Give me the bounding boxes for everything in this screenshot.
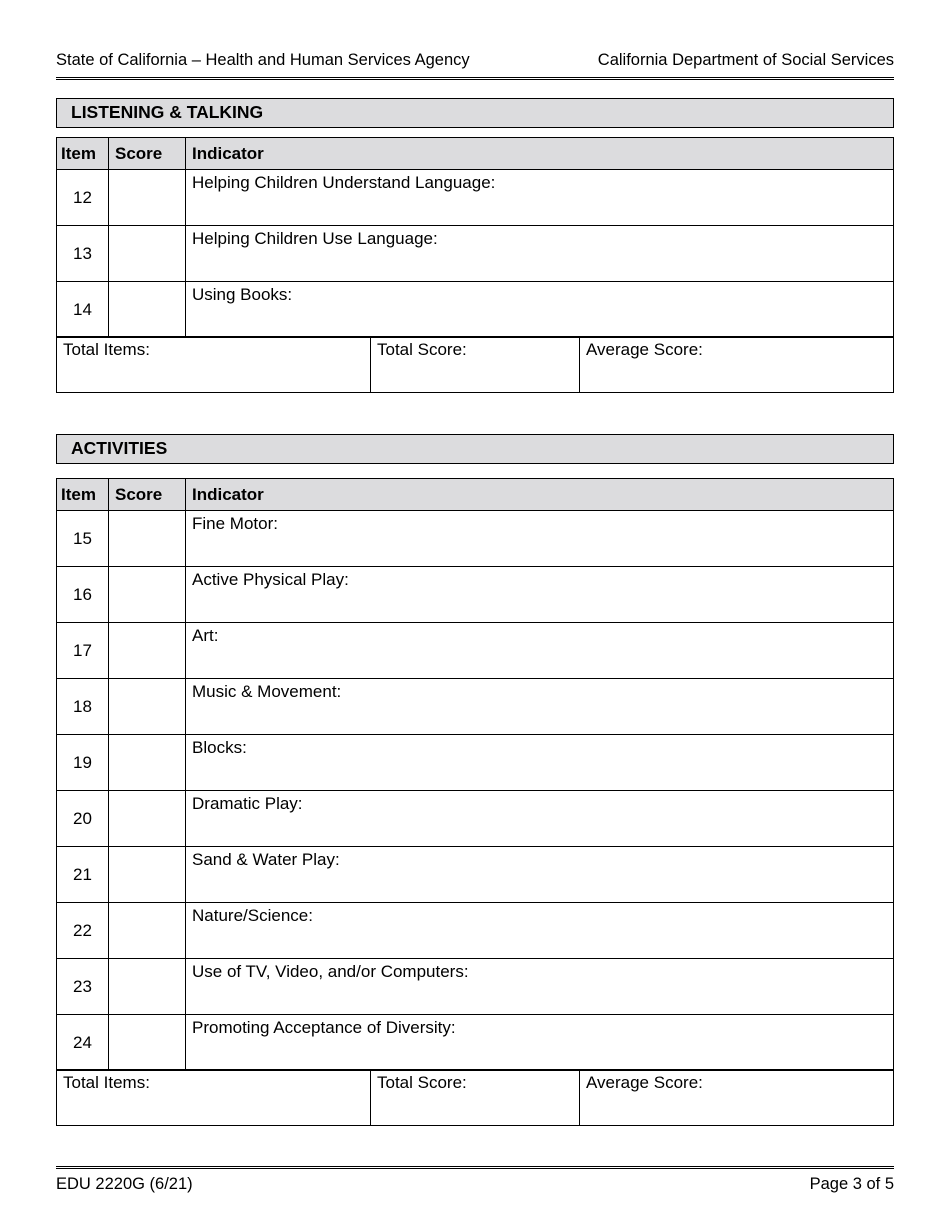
item-number: 14 [57, 282, 109, 338]
col-indicator: Indicator [186, 138, 894, 170]
score-cell[interactable] [109, 511, 186, 567]
score-cell[interactable] [109, 226, 186, 282]
item-number: 18 [57, 679, 109, 735]
page-number: Page 3 of 5 [809, 1175, 894, 1193]
indicator-cell[interactable]: Dramatic Play: [186, 791, 894, 847]
table-row [57, 567, 894, 623]
average-score-field[interactable]: Average Score: [580, 1070, 894, 1126]
score-cell[interactable] [109, 1015, 186, 1071]
indicator-cell[interactable]: Sand & Water Play: [186, 847, 894, 903]
listening-talking-totals [56, 336, 894, 393]
total-score-field[interactable]: Total Score: [371, 1070, 580, 1126]
indicator-cell[interactable]: Active Physical Play: [186, 567, 894, 623]
item-number: 22 [57, 903, 109, 959]
table-header-row [57, 138, 894, 170]
col-indicator: Indicator [186, 479, 894, 511]
score-cell[interactable] [109, 567, 186, 623]
item-number: 24 [57, 1015, 109, 1071]
total-items-field[interactable]: Total Items: [57, 337, 371, 393]
col-score: Score [109, 138, 186, 170]
score-cell[interactable] [109, 282, 186, 338]
indicator-cell[interactable]: Helping Children Understand Language: [186, 170, 894, 226]
activities-table [56, 478, 894, 1071]
indicator-cell[interactable]: Promoting Acceptance of Diversity: [186, 1015, 894, 1071]
indicator-cell[interactable]: Helping Children Use Language: [186, 226, 894, 282]
indicator-cell[interactable]: Using Books: [186, 282, 894, 338]
table-row [57, 511, 894, 567]
totals-row [57, 1070, 894, 1126]
score-cell[interactable] [109, 903, 186, 959]
total-score-field[interactable]: Total Score: [371, 337, 580, 393]
score-cell[interactable] [109, 959, 186, 1015]
page-footer [56, 1175, 894, 1194]
page-header [56, 51, 894, 70]
item-number: 13 [57, 226, 109, 282]
table-row [57, 226, 894, 282]
item-number: 23 [57, 959, 109, 1015]
item-number: 12 [57, 170, 109, 226]
department-name: California Department of Social Services [597, 51, 894, 69]
table-row [57, 282, 894, 338]
col-item: Item [57, 479, 109, 511]
item-number: 17 [57, 623, 109, 679]
table-row [57, 847, 894, 903]
item-number: 19 [57, 735, 109, 791]
table-row [57, 170, 894, 226]
form-id: EDU 2220G (6/21) [56, 1175, 193, 1193]
table-row [57, 679, 894, 735]
score-cell[interactable] [109, 847, 186, 903]
section-title-activities: ACTIVITIES [56, 434, 894, 464]
table-row [57, 1015, 894, 1071]
header-rule [56, 77, 894, 80]
indicator-cell[interactable]: Music & Movement: [186, 679, 894, 735]
item-number: 21 [57, 847, 109, 903]
table-header-row [57, 479, 894, 511]
score-cell[interactable] [109, 791, 186, 847]
item-number: 20 [57, 791, 109, 847]
table-row [57, 791, 894, 847]
item-number: 15 [57, 511, 109, 567]
table-row [57, 959, 894, 1015]
indicator-cell[interactable]: Blocks: [186, 735, 894, 791]
indicator-cell[interactable]: Nature/Science: [186, 903, 894, 959]
footer-rule [56, 1166, 894, 1169]
indicator-cell[interactable]: Use of TV, Video, and/or Computers: [186, 959, 894, 1015]
table-row [57, 735, 894, 791]
section-title-listening-talking: LISTENING & TALKING [56, 98, 894, 128]
col-score: Score [109, 479, 186, 511]
indicator-cell[interactable]: Fine Motor: [186, 511, 894, 567]
agency-name: State of California – Health and Human Services Agency [56, 51, 470, 69]
score-cell[interactable] [109, 623, 186, 679]
activities-totals [56, 1069, 894, 1126]
indicator-cell[interactable]: Art: [186, 623, 894, 679]
col-item: Item [57, 138, 109, 170]
table-row [57, 623, 894, 679]
table-row [57, 903, 894, 959]
score-cell[interactable] [109, 735, 186, 791]
total-items-field[interactable]: Total Items: [57, 1070, 371, 1126]
totals-row [57, 337, 894, 393]
item-number: 16 [57, 567, 109, 623]
listening-talking-table [56, 137, 894, 338]
score-cell[interactable] [109, 679, 186, 735]
average-score-field[interactable]: Average Score: [580, 337, 894, 393]
score-cell[interactable] [109, 170, 186, 226]
